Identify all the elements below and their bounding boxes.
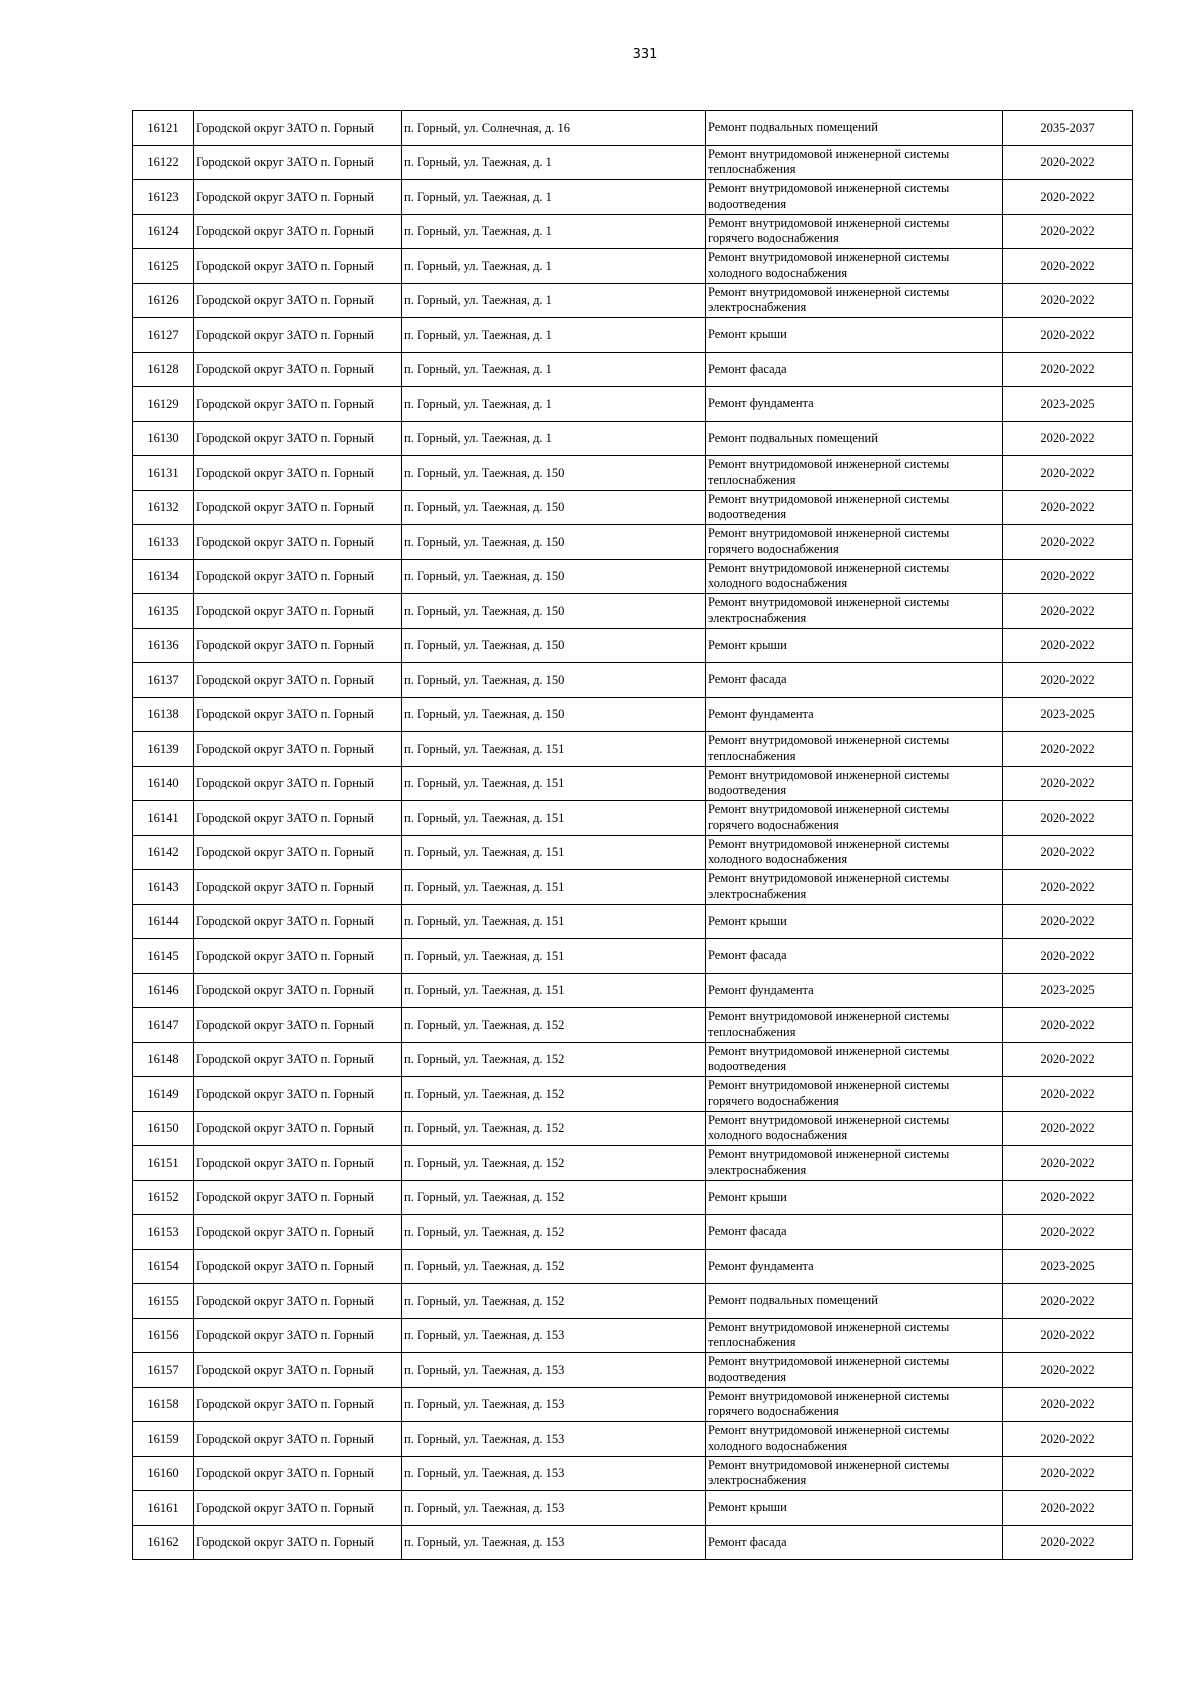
address-cell: п. Горный, ул. Таежная, д. 152 bbox=[402, 1284, 706, 1319]
row-number-cell: 16135 bbox=[133, 594, 194, 629]
row-number-cell: 16162 bbox=[133, 1525, 194, 1560]
row-number-cell: 16139 bbox=[133, 732, 194, 767]
row-number-cell: 16144 bbox=[133, 904, 194, 939]
period-cell: 2020-2022 bbox=[1003, 939, 1133, 974]
municipality-cell: Городской округ ЗАТО п. Горный bbox=[194, 1077, 402, 1112]
address-cell: п. Горный, ул. Таежная, д. 152 bbox=[402, 1249, 706, 1284]
table-row bbox=[133, 1353, 1133, 1388]
table-row bbox=[133, 318, 1133, 353]
address-cell: п. Горный, ул. Таежная, д. 151 bbox=[402, 973, 706, 1008]
work-type-cell: Ремонт внутридомовой инженерной системы водоотведения bbox=[706, 1042, 1003, 1077]
table-row bbox=[133, 1215, 1133, 1250]
period-cell: 2023-2025 bbox=[1003, 697, 1133, 732]
period-cell: 2020-2022 bbox=[1003, 1353, 1133, 1388]
row-number-cell: 16134 bbox=[133, 559, 194, 594]
period-cell: 2020-2022 bbox=[1003, 904, 1133, 939]
address-cell: п. Горный, ул. Таежная, д. 152 bbox=[402, 1077, 706, 1112]
address-cell: п. Горный, ул. Таежная, д. 150 bbox=[402, 628, 706, 663]
work-type-cell: Ремонт крыши bbox=[706, 1491, 1003, 1526]
period-cell: 2020-2022 bbox=[1003, 663, 1133, 698]
period-cell: 2020-2022 bbox=[1003, 835, 1133, 870]
municipality-cell: Городской округ ЗАТО п. Горный bbox=[194, 1456, 402, 1491]
address-cell: п. Горный, ул. Таежная, д. 152 bbox=[402, 1215, 706, 1250]
period-cell: 2020-2022 bbox=[1003, 1111, 1133, 1146]
municipality-cell: Городской округ ЗАТО п. Горный bbox=[194, 663, 402, 698]
registry-table bbox=[132, 110, 1133, 1560]
municipality-cell: Городской округ ЗАТО п. Горный bbox=[194, 939, 402, 974]
work-type-cell: Ремонт внутридомовой инженерной системы электроснабжения bbox=[706, 1456, 1003, 1491]
row-number-cell: 16157 bbox=[133, 1353, 194, 1388]
table-row bbox=[133, 283, 1133, 318]
municipality-cell: Городской округ ЗАТО п. Горный bbox=[194, 1180, 402, 1215]
period-cell: 2035-2037 bbox=[1003, 111, 1133, 146]
address-cell: п. Горный, ул. Таежная, д. 150 bbox=[402, 697, 706, 732]
work-type-cell: Ремонт внутридомовой инженерной системы электроснабжения bbox=[706, 283, 1003, 318]
table-row bbox=[133, 1422, 1133, 1457]
registry-table-body bbox=[133, 111, 1133, 1560]
table-row bbox=[133, 490, 1133, 525]
work-type-cell: Ремонт фасада bbox=[706, 352, 1003, 387]
row-number-cell: 16121 bbox=[133, 111, 194, 146]
municipality-cell: Городской округ ЗАТО п. Горный bbox=[194, 1284, 402, 1319]
table-row bbox=[133, 801, 1133, 836]
row-number-cell: 16123 bbox=[133, 180, 194, 215]
address-cell: п. Горный, ул. Таежная, д. 150 bbox=[402, 525, 706, 560]
row-number-cell: 16151 bbox=[133, 1146, 194, 1181]
address-cell: п. Горный, ул. Таежная, д. 1 bbox=[402, 318, 706, 353]
table-row bbox=[133, 352, 1133, 387]
address-cell: п. Горный, ул. Таежная, д. 1 bbox=[402, 249, 706, 284]
municipality-cell: Городской округ ЗАТО п. Горный bbox=[194, 1111, 402, 1146]
work-type-cell: Ремонт внутридомовой инженерной системы холодного водоснабжения bbox=[706, 1422, 1003, 1457]
municipality-cell: Городской округ ЗАТО п. Горный bbox=[194, 594, 402, 629]
work-type-cell: Ремонт фасада bbox=[706, 1525, 1003, 1560]
period-cell: 2020-2022 bbox=[1003, 766, 1133, 801]
address-cell: п. Горный, ул. Таежная, д. 153 bbox=[402, 1387, 706, 1422]
row-number-cell: 16127 bbox=[133, 318, 194, 353]
address-cell: п. Горный, ул. Таежная, д. 1 bbox=[402, 387, 706, 422]
address-cell: п. Горный, ул. Таежная, д. 151 bbox=[402, 766, 706, 801]
period-cell: 2020-2022 bbox=[1003, 1422, 1133, 1457]
period-cell: 2020-2022 bbox=[1003, 352, 1133, 387]
table-row bbox=[133, 421, 1133, 456]
row-number-cell: 16145 bbox=[133, 939, 194, 974]
row-number-cell: 16124 bbox=[133, 214, 194, 249]
period-cell: 2020-2022 bbox=[1003, 594, 1133, 629]
address-cell: п. Горный, ул. Таежная, д. 153 bbox=[402, 1353, 706, 1388]
municipality-cell: Городской округ ЗАТО п. Горный bbox=[194, 456, 402, 491]
row-number-cell: 16122 bbox=[133, 145, 194, 180]
address-cell: п. Горный, ул. Таежная, д. 1 bbox=[402, 214, 706, 249]
work-type-cell: Ремонт фундамента bbox=[706, 387, 1003, 422]
table-row bbox=[133, 1042, 1133, 1077]
work-type-cell: Ремонт внутридомовой инженерной системы горячего водоснабжения bbox=[706, 525, 1003, 560]
period-cell: 2020-2022 bbox=[1003, 180, 1133, 215]
address-cell: п. Горный, ул. Таежная, д. 152 bbox=[402, 1008, 706, 1043]
period-cell: 2020-2022 bbox=[1003, 1284, 1133, 1319]
table-row bbox=[133, 249, 1133, 284]
municipality-cell: Городской округ ЗАТО п. Горный bbox=[194, 870, 402, 905]
row-number-cell: 16161 bbox=[133, 1491, 194, 1526]
address-cell: п. Горный, ул. Таежная, д. 152 bbox=[402, 1042, 706, 1077]
address-cell: п. Горный, ул. Таежная, д. 151 bbox=[402, 904, 706, 939]
table-row bbox=[133, 1077, 1133, 1112]
period-cell: 2020-2022 bbox=[1003, 628, 1133, 663]
table-row bbox=[133, 663, 1133, 698]
period-cell: 2020-2022 bbox=[1003, 490, 1133, 525]
address-cell: п. Горный, ул. Таежная, д. 153 bbox=[402, 1491, 706, 1526]
period-cell: 2020-2022 bbox=[1003, 1525, 1133, 1560]
table-row bbox=[133, 1284, 1133, 1319]
row-number-cell: 16150 bbox=[133, 1111, 194, 1146]
row-number-cell: 16130 bbox=[133, 421, 194, 456]
work-type-cell: Ремонт внутридомовой инженерной системы теплоснабжения bbox=[706, 1318, 1003, 1353]
municipality-cell: Городской округ ЗАТО п. Горный bbox=[194, 1422, 402, 1457]
municipality-cell: Городской округ ЗАТО п. Горный bbox=[194, 628, 402, 663]
table-row bbox=[133, 835, 1133, 870]
table-row bbox=[133, 145, 1133, 180]
row-number-cell: 16128 bbox=[133, 352, 194, 387]
municipality-cell: Городской округ ЗАТО п. Горный bbox=[194, 1387, 402, 1422]
period-cell: 2020-2022 bbox=[1003, 1180, 1133, 1215]
work-type-cell: Ремонт подвальных помещений bbox=[706, 421, 1003, 456]
row-number-cell: 16143 bbox=[133, 870, 194, 905]
municipality-cell: Городской округ ЗАТО п. Горный bbox=[194, 1318, 402, 1353]
row-number-cell: 16153 bbox=[133, 1215, 194, 1250]
address-cell: п. Горный, ул. Солнечная, д. 16 bbox=[402, 111, 706, 146]
work-type-cell: Ремонт фундамента bbox=[706, 973, 1003, 1008]
period-cell: 2020-2022 bbox=[1003, 1491, 1133, 1526]
table-row bbox=[133, 525, 1133, 560]
address-cell: п. Горный, ул. Таежная, д. 151 bbox=[402, 939, 706, 974]
period-cell: 2020-2022 bbox=[1003, 801, 1133, 836]
municipality-cell: Городской округ ЗАТО п. Горный bbox=[194, 1249, 402, 1284]
municipality-cell: Городской округ ЗАТО п. Горный bbox=[194, 352, 402, 387]
table-row bbox=[133, 766, 1133, 801]
work-type-cell: Ремонт крыши bbox=[706, 318, 1003, 353]
work-type-cell: Ремонт крыши bbox=[706, 904, 1003, 939]
work-type-cell: Ремонт внутридомовой инженерной системы электроснабжения bbox=[706, 870, 1003, 905]
row-number-cell: 16125 bbox=[133, 249, 194, 284]
municipality-cell: Городской округ ЗАТО п. Горный bbox=[194, 490, 402, 525]
address-cell: п. Горный, ул. Таежная, д. 153 bbox=[402, 1525, 706, 1560]
table-row bbox=[133, 214, 1133, 249]
period-cell: 2020-2022 bbox=[1003, 1215, 1133, 1250]
address-cell: п. Горный, ул. Таежная, д. 152 bbox=[402, 1146, 706, 1181]
work-type-cell: Ремонт фасада bbox=[706, 939, 1003, 974]
municipality-cell: Городской округ ЗАТО п. Горный bbox=[194, 904, 402, 939]
municipality-cell: Городской округ ЗАТО п. Горный bbox=[194, 1215, 402, 1250]
period-cell: 2020-2022 bbox=[1003, 249, 1133, 284]
table-row bbox=[133, 387, 1133, 422]
row-number-cell: 16152 bbox=[133, 1180, 194, 1215]
period-cell: 2020-2022 bbox=[1003, 525, 1133, 560]
period-cell: 2023-2025 bbox=[1003, 387, 1133, 422]
period-cell: 2023-2025 bbox=[1003, 973, 1133, 1008]
period-cell: 2020-2022 bbox=[1003, 318, 1133, 353]
municipality-cell: Городской округ ЗАТО п. Горный bbox=[194, 180, 402, 215]
work-type-cell: Ремонт внутридомовой инженерной системы теплоснабжения bbox=[706, 145, 1003, 180]
address-cell: п. Горный, ул. Таежная, д. 150 bbox=[402, 559, 706, 594]
address-cell: п. Горный, ул. Таежная, д. 1 bbox=[402, 145, 706, 180]
table-row bbox=[133, 559, 1133, 594]
municipality-cell: Городской округ ЗАТО п. Горный bbox=[194, 835, 402, 870]
municipality-cell: Городской округ ЗАТО п. Горный bbox=[194, 1008, 402, 1043]
period-cell: 2020-2022 bbox=[1003, 1318, 1133, 1353]
work-type-cell: Ремонт фундамента bbox=[706, 697, 1003, 732]
row-number-cell: 16140 bbox=[133, 766, 194, 801]
row-number-cell: 16142 bbox=[133, 835, 194, 870]
table-row bbox=[133, 1491, 1133, 1526]
work-type-cell: Ремонт внутридомовой инженерной системы холодного водоснабжения bbox=[706, 835, 1003, 870]
work-type-cell: Ремонт крыши bbox=[706, 628, 1003, 663]
table-row bbox=[133, 1387, 1133, 1422]
table-row bbox=[133, 1146, 1133, 1181]
period-cell: 2020-2022 bbox=[1003, 870, 1133, 905]
row-number-cell: 16146 bbox=[133, 973, 194, 1008]
municipality-cell: Городской округ ЗАТО п. Горный bbox=[194, 249, 402, 284]
address-cell: п. Горный, ул. Таежная, д. 153 bbox=[402, 1318, 706, 1353]
work-type-cell: Ремонт внутридомовой инженерной системы теплоснабжения bbox=[706, 732, 1003, 767]
address-cell: п. Горный, ул. Таежная, д. 152 bbox=[402, 1180, 706, 1215]
row-number-cell: 16155 bbox=[133, 1284, 194, 1319]
work-type-cell: Ремонт внутридомовой инженерной системы холодного водоснабжения bbox=[706, 559, 1003, 594]
table-row bbox=[133, 594, 1133, 629]
work-type-cell: Ремонт фундамента bbox=[706, 1249, 1003, 1284]
work-type-cell: Ремонт фасада bbox=[706, 1215, 1003, 1250]
work-type-cell: Ремонт внутридомовой инженерной системы горячего водоснабжения bbox=[706, 1077, 1003, 1112]
table-row bbox=[133, 1008, 1133, 1043]
address-cell: п. Горный, ул. Таежная, д. 150 bbox=[402, 490, 706, 525]
address-cell: п. Горный, ул. Таежная, д. 1 bbox=[402, 421, 706, 456]
municipality-cell: Городской округ ЗАТО п. Горный bbox=[194, 732, 402, 767]
work-type-cell: Ремонт подвальных помещений bbox=[706, 111, 1003, 146]
work-type-cell: Ремонт подвальных помещений bbox=[706, 1284, 1003, 1319]
address-cell: п. Горный, ул. Таежная, д. 150 bbox=[402, 663, 706, 698]
address-cell: п. Горный, ул. Таежная, д. 150 bbox=[402, 594, 706, 629]
address-cell: п. Горный, ул. Таежная, д. 1 bbox=[402, 352, 706, 387]
period-cell: 2020-2022 bbox=[1003, 1456, 1133, 1491]
row-number-cell: 16132 bbox=[133, 490, 194, 525]
row-number-cell: 16156 bbox=[133, 1318, 194, 1353]
period-cell: 2020-2022 bbox=[1003, 145, 1133, 180]
municipality-cell: Городской округ ЗАТО п. Горный bbox=[194, 1146, 402, 1181]
municipality-cell: Городской округ ЗАТО п. Горный bbox=[194, 1525, 402, 1560]
municipality-cell: Городской округ ЗАТО п. Горный bbox=[194, 1491, 402, 1526]
work-type-cell: Ремонт крыши bbox=[706, 1180, 1003, 1215]
table-row bbox=[133, 1180, 1133, 1215]
address-cell: п. Горный, ул. Таежная, д. 1 bbox=[402, 283, 706, 318]
work-type-cell: Ремонт внутридомовой инженерной системы водоотведения bbox=[706, 490, 1003, 525]
table-row bbox=[133, 456, 1133, 491]
address-cell: п. Горный, ул. Таежная, д. 1 bbox=[402, 180, 706, 215]
address-cell: п. Горный, ул. Таежная, д. 151 bbox=[402, 801, 706, 836]
work-type-cell: Ремонт внутридомовой инженерной системы теплоснабжения bbox=[706, 1008, 1003, 1043]
table-row bbox=[133, 973, 1133, 1008]
row-number-cell: 16136 bbox=[133, 628, 194, 663]
row-number-cell: 16126 bbox=[133, 283, 194, 318]
period-cell: 2020-2022 bbox=[1003, 559, 1133, 594]
work-type-cell: Ремонт внутридомовой инженерной системы холодного водоснабжения bbox=[706, 1111, 1003, 1146]
address-cell: п. Горный, ул. Таежная, д. 153 bbox=[402, 1422, 706, 1457]
row-number-cell: 16131 bbox=[133, 456, 194, 491]
table-row bbox=[133, 111, 1133, 146]
address-cell: п. Горный, ул. Таежная, д. 152 bbox=[402, 1111, 706, 1146]
period-cell: 2023-2025 bbox=[1003, 1249, 1133, 1284]
row-number-cell: 16137 bbox=[133, 663, 194, 698]
municipality-cell: Городской округ ЗАТО п. Горный bbox=[194, 697, 402, 732]
address-cell: п. Горный, ул. Таежная, д. 151 bbox=[402, 835, 706, 870]
work-type-cell: Ремонт внутридомовой инженерной системы электроснабжения bbox=[706, 1146, 1003, 1181]
period-cell: 2020-2022 bbox=[1003, 732, 1133, 767]
period-cell: 2020-2022 bbox=[1003, 456, 1133, 491]
table-row bbox=[133, 732, 1133, 767]
period-cell: 2020-2022 bbox=[1003, 214, 1133, 249]
row-number-cell: 16129 bbox=[133, 387, 194, 422]
row-number-cell: 16149 bbox=[133, 1077, 194, 1112]
municipality-cell: Городской округ ЗАТО п. Горный bbox=[194, 801, 402, 836]
address-cell: п. Горный, ул. Таежная, д. 153 bbox=[402, 1456, 706, 1491]
period-cell: 2020-2022 bbox=[1003, 1008, 1133, 1043]
municipality-cell: Городской округ ЗАТО п. Горный bbox=[194, 214, 402, 249]
municipality-cell: Городской округ ЗАТО п. Горный bbox=[194, 421, 402, 456]
work-type-cell: Ремонт внутридомовой инженерной системы теплоснабжения bbox=[706, 456, 1003, 491]
work-type-cell: Ремонт внутридомовой инженерной системы водоотведения bbox=[706, 180, 1003, 215]
work-type-cell: Ремонт внутридомовой инженерной системы холодного водоснабжения bbox=[706, 249, 1003, 284]
work-type-cell: Ремонт внутридомовой инженерной системы горячего водоснабжения bbox=[706, 1387, 1003, 1422]
period-cell: 2020-2022 bbox=[1003, 283, 1133, 318]
table-row bbox=[133, 628, 1133, 663]
period-cell: 2020-2022 bbox=[1003, 1387, 1133, 1422]
municipality-cell: Городской округ ЗАТО п. Горный bbox=[194, 387, 402, 422]
municipality-cell: Городской округ ЗАТО п. Горный bbox=[194, 145, 402, 180]
municipality-cell: Городской округ ЗАТО п. Горный bbox=[194, 1353, 402, 1388]
period-cell: 2020-2022 bbox=[1003, 421, 1133, 456]
work-type-cell: Ремонт внутридомовой инженерной системы водоотведения bbox=[706, 766, 1003, 801]
row-number-cell: 16154 bbox=[133, 1249, 194, 1284]
row-number-cell: 16148 bbox=[133, 1042, 194, 1077]
municipality-cell: Городской округ ЗАТО п. Горный bbox=[194, 1042, 402, 1077]
municipality-cell: Городской округ ЗАТО п. Горный bbox=[194, 525, 402, 560]
address-cell: п. Горный, ул. Таежная, д. 150 bbox=[402, 456, 706, 491]
period-cell: 2020-2022 bbox=[1003, 1077, 1133, 1112]
table-row bbox=[133, 1525, 1133, 1560]
address-cell: п. Горный, ул. Таежная, д. 151 bbox=[402, 870, 706, 905]
municipality-cell: Городской округ ЗАТО п. Горный bbox=[194, 318, 402, 353]
page-number: 331 bbox=[632, 47, 658, 62]
table-row bbox=[133, 904, 1133, 939]
row-number-cell: 16133 bbox=[133, 525, 194, 560]
work-type-cell: Ремонт внутридомовой инженерной системы горячего водоснабжения bbox=[706, 801, 1003, 836]
municipality-cell: Городской округ ЗАТО п. Горный bbox=[194, 973, 402, 1008]
table-row bbox=[133, 1456, 1133, 1491]
municipality-cell: Городской округ ЗАТО п. Горный bbox=[194, 283, 402, 318]
row-number-cell: 16147 bbox=[133, 1008, 194, 1043]
table-row bbox=[133, 180, 1133, 215]
row-number-cell: 16141 bbox=[133, 801, 194, 836]
row-number-cell: 16159 bbox=[133, 1422, 194, 1457]
period-cell: 2020-2022 bbox=[1003, 1042, 1133, 1077]
row-number-cell: 16158 bbox=[133, 1387, 194, 1422]
row-number-cell: 16160 bbox=[133, 1456, 194, 1491]
address-cell: п. Горный, ул. Таежная, д. 151 bbox=[402, 732, 706, 767]
work-type-cell: Ремонт внутридомовой инженерной системы электроснабжения bbox=[706, 594, 1003, 629]
municipality-cell: Городской округ ЗАТО п. Горный bbox=[194, 559, 402, 594]
table-row bbox=[133, 1318, 1133, 1353]
table-row bbox=[133, 1111, 1133, 1146]
work-type-cell: Ремонт фасада bbox=[706, 663, 1003, 698]
table-row bbox=[133, 870, 1133, 905]
table-row bbox=[133, 697, 1133, 732]
work-type-cell: Ремонт внутридомовой инженерной системы водоотведения bbox=[706, 1353, 1003, 1388]
table-row bbox=[133, 939, 1133, 974]
row-number-cell: 16138 bbox=[133, 697, 194, 732]
table-row bbox=[133, 1249, 1133, 1284]
municipality-cell: Городской округ ЗАТО п. Горный bbox=[194, 111, 402, 146]
municipality-cell: Городской округ ЗАТО п. Горный bbox=[194, 766, 402, 801]
period-cell: 2020-2022 bbox=[1003, 1146, 1133, 1181]
work-type-cell: Ремонт внутридомовой инженерной системы горячего водоснабжения bbox=[706, 214, 1003, 249]
